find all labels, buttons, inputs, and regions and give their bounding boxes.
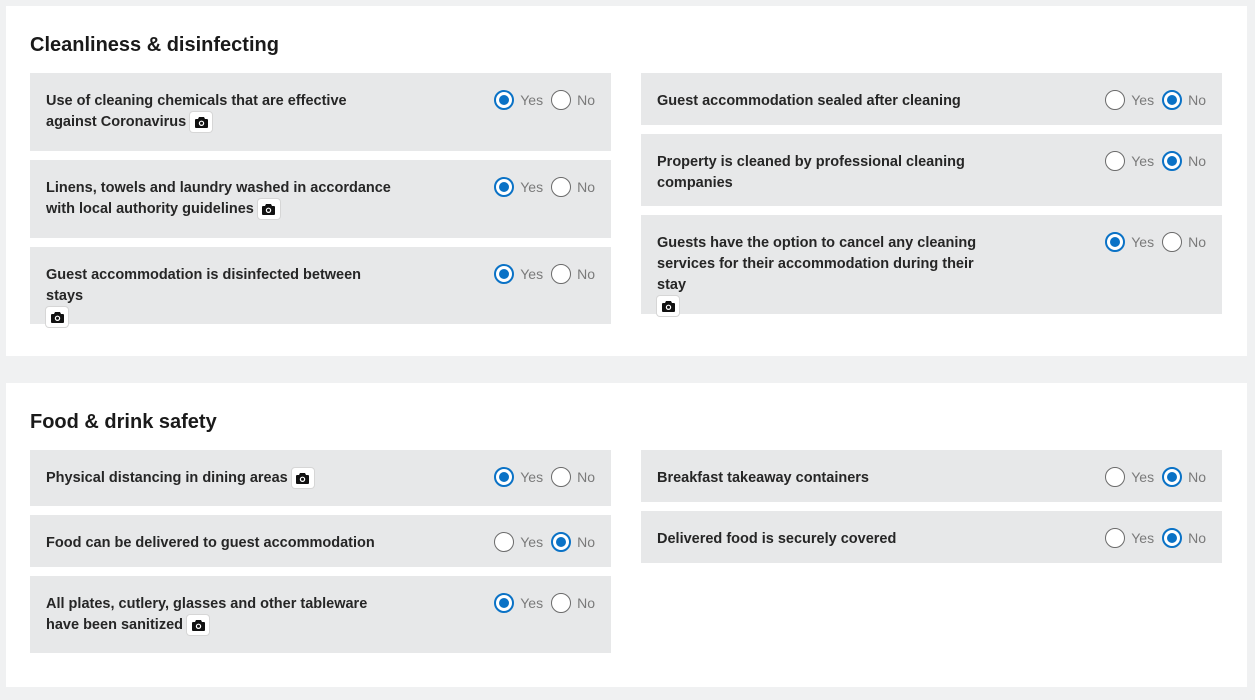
question-row <box>30 515 611 567</box>
question-label: Breakfast takeaway containers <box>657 470 869 486</box>
radio-no[interactable] <box>551 593 571 613</box>
option-yes[interactable] <box>494 593 543 613</box>
question-label: Guests have the option to cancel any cleaning services for their accommodation during their stay <box>657 235 977 293</box>
camera-icon[interactable] <box>657 296 679 316</box>
option-yes[interactable] <box>1105 467 1154 487</box>
radio-yes[interactable] <box>494 264 514 284</box>
option-no-label: No <box>577 179 595 195</box>
radio-yes[interactable] <box>1105 528 1125 548</box>
option-yes-label: Yes <box>520 595 544 611</box>
option-yes-label: Yes <box>1131 92 1155 108</box>
option-yes[interactable] <box>1105 90 1154 110</box>
section-food-drink <box>6 383 1247 687</box>
option-no[interactable] <box>551 90 595 110</box>
option-no[interactable] <box>551 177 595 197</box>
question-text <box>46 265 391 328</box>
question-label: Food can be delivered to guest accommodation <box>46 535 375 551</box>
option-no-label: No <box>1188 469 1206 485</box>
question-label: All plates, cutlery, glasses and other tableware have been sanitized <box>46 596 368 633</box>
option-yes[interactable] <box>494 90 543 110</box>
option-yes[interactable] <box>1105 232 1154 252</box>
yes-no-options <box>1105 528 1206 548</box>
radio-no[interactable] <box>1162 90 1182 110</box>
section-title: Cleanliness & disinfecting <box>30 34 279 56</box>
option-yes-label: Yes <box>520 266 544 282</box>
option-no[interactable] <box>551 593 595 613</box>
question-label: Property is cleaned by professional cleaning companies <box>657 154 965 191</box>
radio-yes[interactable] <box>494 532 514 552</box>
question-row <box>641 215 1222 314</box>
option-no-label: No <box>1188 234 1206 250</box>
section-title: Food & drink safety <box>30 411 217 433</box>
column-left <box>30 450 611 662</box>
question-label: Guest accommodation is disinfected between stays <box>46 267 362 304</box>
option-no-label: No <box>577 469 595 485</box>
yes-no-options <box>494 177 595 197</box>
question-row <box>30 576 611 653</box>
option-yes[interactable] <box>1105 528 1154 548</box>
yes-no-options <box>494 532 595 552</box>
option-yes-label: Yes <box>520 179 544 195</box>
yes-no-options <box>1105 90 1206 110</box>
option-no[interactable] <box>551 532 595 552</box>
question-text <box>657 468 1002 489</box>
question-row <box>641 134 1222 206</box>
radio-no[interactable] <box>1162 151 1182 171</box>
option-yes-label: Yes <box>1131 530 1155 546</box>
section-cleanliness <box>6 6 1247 356</box>
option-no-label: No <box>577 266 595 282</box>
radio-yes[interactable] <box>1105 90 1125 110</box>
radio-yes[interactable] <box>494 90 514 110</box>
column-right <box>641 73 1222 323</box>
option-no-label: No <box>1188 530 1206 546</box>
camera-icon[interactable] <box>190 112 212 132</box>
radio-no[interactable] <box>551 90 571 110</box>
option-no[interactable] <box>1162 467 1206 487</box>
question-text <box>46 468 391 489</box>
question-row <box>641 73 1222 125</box>
question-row <box>30 247 611 324</box>
question-text <box>657 91 1002 112</box>
question-text <box>657 152 1002 194</box>
radio-no[interactable] <box>551 467 571 487</box>
option-yes[interactable] <box>494 532 543 552</box>
option-yes-label: Yes <box>1131 153 1155 169</box>
radio-no[interactable] <box>551 177 571 197</box>
option-no[interactable] <box>1162 232 1206 252</box>
question-text <box>46 533 391 554</box>
option-no[interactable] <box>551 467 595 487</box>
option-no[interactable] <box>1162 151 1206 171</box>
column-left <box>30 73 611 333</box>
radio-no[interactable] <box>551 532 571 552</box>
question-row <box>30 160 611 238</box>
option-yes-label: Yes <box>520 534 544 550</box>
option-no[interactable] <box>551 264 595 284</box>
option-no-label: No <box>577 595 595 611</box>
radio-yes[interactable] <box>1105 151 1125 171</box>
yes-no-options <box>494 467 595 487</box>
radio-no[interactable] <box>1162 232 1182 252</box>
option-no-label: No <box>577 92 595 108</box>
question-row <box>30 73 611 151</box>
option-yes-label: Yes <box>1131 234 1155 250</box>
option-yes[interactable] <box>494 467 543 487</box>
question-row <box>641 450 1222 502</box>
question-text <box>46 594 391 636</box>
radio-yes[interactable] <box>1105 467 1125 487</box>
yes-no-options <box>1105 151 1206 171</box>
yes-no-options <box>494 264 595 284</box>
option-yes[interactable] <box>1105 151 1154 171</box>
question-label: Linens, towels and laundry washed in accordance with local authority guidelines <box>46 180 391 217</box>
radio-no[interactable] <box>1162 528 1182 548</box>
option-no-label: No <box>1188 153 1206 169</box>
camera-icon[interactable] <box>187 615 209 635</box>
yes-no-options <box>494 593 595 613</box>
yes-no-options <box>1105 467 1206 487</box>
option-yes-label: Yes <box>1131 469 1155 485</box>
column-right <box>641 450 1222 572</box>
option-yes[interactable] <box>494 264 543 284</box>
question-label: Use of cleaning chemicals that are effective against Coronavirus <box>46 93 347 130</box>
question-row <box>30 450 611 506</box>
camera-icon[interactable] <box>258 199 280 219</box>
radio-yes[interactable] <box>494 177 514 197</box>
option-no[interactable] <box>1162 528 1206 548</box>
yes-no-options <box>494 90 595 110</box>
question-text <box>657 529 1002 550</box>
option-no-label: No <box>577 534 595 550</box>
camera-icon[interactable] <box>46 307 68 327</box>
option-no-label: No <box>1188 92 1206 108</box>
yes-no-options <box>1105 232 1206 252</box>
question-text <box>46 178 391 220</box>
radio-yes[interactable] <box>494 467 514 487</box>
radio-no[interactable] <box>1162 467 1182 487</box>
question-label: Physical distancing in dining areas <box>46 470 288 486</box>
option-yes-label: Yes <box>520 92 544 108</box>
camera-icon[interactable] <box>292 468 314 488</box>
radio-yes[interactable] <box>494 593 514 613</box>
question-text <box>657 233 1002 317</box>
question-row <box>641 511 1222 563</box>
option-yes[interactable] <box>494 177 543 197</box>
radio-no[interactable] <box>551 264 571 284</box>
question-text <box>46 91 391 133</box>
radio-yes[interactable] <box>1105 232 1125 252</box>
question-label: Guest accommodation sealed after cleaning <box>657 93 961 109</box>
question-label: Delivered food is securely covered <box>657 531 897 547</box>
option-yes-label: Yes <box>520 469 544 485</box>
option-no[interactable] <box>1162 90 1206 110</box>
